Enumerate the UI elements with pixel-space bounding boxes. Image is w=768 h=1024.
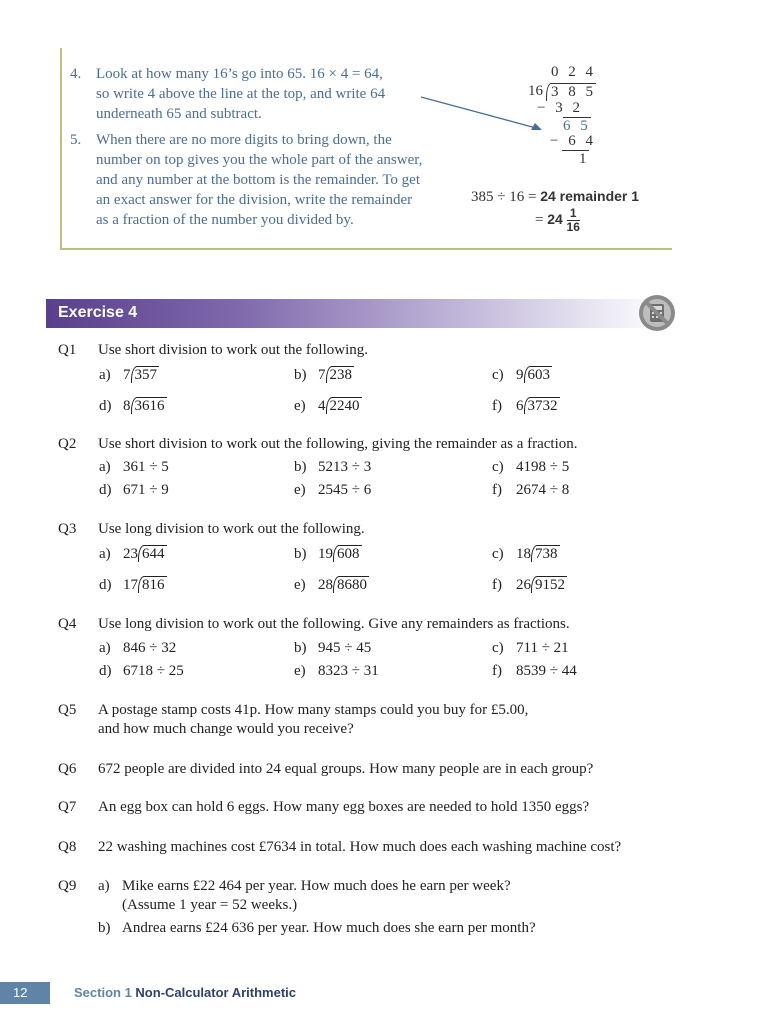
dividend: 738 — [531, 545, 560, 562]
divisor: 19 — [318, 546, 333, 562]
footer-section — [74, 985, 296, 1000]
q1-part-b — [294, 367, 354, 384]
q4-part-b — [294, 640, 371, 657]
page-number: 12 — [13, 985, 28, 1000]
step-5 — [70, 130, 460, 230]
example-divisor: 16 — [528, 83, 543, 99]
dividend: 2240 — [326, 397, 362, 414]
dividend: 603 — [524, 366, 553, 383]
part-label: b) — [294, 546, 307, 562]
part-label: e) — [294, 398, 306, 414]
part-label: b) — [294, 367, 307, 383]
q4-part-f — [492, 663, 577, 680]
expression: 671 ÷ 9 — [123, 482, 169, 498]
q2-part-c — [492, 459, 569, 476]
q2-part-a — [99, 459, 169, 476]
q3-part-b — [294, 546, 362, 563]
expression: 846 ÷ 32 — [123, 640, 177, 656]
q1-part-e — [294, 398, 362, 415]
steps-list — [70, 64, 460, 236]
q2-part-f — [492, 482, 569, 499]
step-line: an exact answer for the division, write the remainder — [96, 192, 413, 208]
question-text: 672 people are divided into 24 equal groups. How many people are in each group? — [98, 761, 594, 777]
q3-part-a — [99, 546, 167, 563]
step-line: When there are no more digits to bring down, the — [96, 132, 392, 148]
q3-part-c — [492, 546, 560, 563]
exercise-header — [46, 299, 666, 328]
part-label: d) — [99, 663, 112, 679]
example-dividend: 3 8 5 — [546, 83, 596, 101]
fraction-denominator: 16 — [566, 220, 580, 234]
part-label: c) — [492, 367, 504, 383]
expression: 8539 ÷ 44 — [516, 663, 577, 679]
step-line: as a fraction of the number you divided by. — [96, 212, 354, 228]
dividend: 357 — [131, 366, 160, 383]
expression: 8323 ÷ 31 — [318, 663, 379, 679]
q4-part-d — [99, 663, 184, 680]
result-fraction — [567, 207, 580, 234]
q1-part-d — [99, 398, 167, 415]
part-label: b) — [294, 459, 307, 475]
question-number: Q8 — [58, 839, 77, 855]
question-number: Q6 — [58, 761, 77, 777]
divisor: 7 — [318, 367, 326, 383]
divisor: 23 — [123, 546, 138, 562]
question-text: 22 washing machines cost £7634 in total. How much does each washing machine cost? — [98, 839, 622, 855]
question-text: Use short division to work out the following, giving the remainder as a fraction. — [98, 436, 578, 452]
example-sub1: − 3 2 — [537, 100, 583, 116]
page-number-box — [0, 982, 50, 1004]
q4-part-e — [294, 663, 379, 680]
part-label: a) — [99, 367, 111, 383]
q4-part-a — [99, 640, 176, 657]
example-sub2: − 6 4 — [550, 133, 596, 149]
divisor: 9 — [516, 367, 524, 383]
part-label: e) — [294, 482, 306, 498]
question-number: Q9 — [58, 878, 77, 894]
part-label: f) — [492, 398, 502, 414]
question-number: Q5 — [58, 702, 77, 718]
part-label: f) — [492, 482, 502, 498]
dividend: 816 — [138, 576, 167, 593]
part-label: f) — [492, 663, 502, 679]
expression: 2545 ÷ 6 — [318, 482, 372, 498]
expression: 361 ÷ 5 — [123, 459, 169, 475]
divisor: 28 — [318, 577, 333, 593]
q3-part-e — [294, 577, 369, 594]
question-text-line2: and how much change would you receive? — [98, 721, 354, 737]
part-label: d) — [99, 577, 112, 593]
divisor: 6 — [516, 398, 524, 414]
footer-section-title: Non-Calculator Arithmetic — [135, 985, 297, 1000]
question-number: Q1 — [58, 342, 77, 358]
result-lhs: 385 ÷ 16 = — [471, 189, 541, 205]
example-bring: 6 5 — [563, 118, 591, 134]
part-label: b) — [294, 640, 307, 656]
example-remainder: 1 — [579, 151, 590, 167]
part-label: d) — [99, 482, 112, 498]
q1-part-c — [492, 367, 552, 384]
no-calculator-icon — [637, 293, 677, 333]
step-line: number on top gives you the whole part of the answer, — [96, 152, 423, 168]
question-number: Q3 — [58, 521, 77, 537]
question-text-line1: A postage stamp costs 41p. How many stamps could you buy for £5.00, — [98, 702, 529, 718]
footer-section-label: Section 1 — [74, 985, 132, 1000]
step-number: 5. — [70, 132, 82, 148]
divisor: 8 — [123, 398, 131, 414]
q1-part-a — [99, 367, 159, 384]
part-label: b) — [98, 920, 111, 936]
part-label: e) — [294, 577, 306, 593]
q9a-line1: Mike earns £22 464 per year. How much does he earn per week? — [122, 878, 511, 894]
part-label: c) — [492, 640, 504, 656]
step-line: and any number at the bottom is the remainder. To get — [96, 172, 421, 188]
q1-part-f — [492, 398, 560, 415]
q2-part-d — [99, 482, 169, 499]
part-label: e) — [294, 663, 306, 679]
part-label: a) — [99, 459, 111, 475]
dividend: 9152 — [531, 576, 567, 593]
step-number: 4. — [70, 66, 82, 82]
q9a-line2: (Assume 1 year = 52 weeks.) — [122, 897, 298, 913]
dividend: 608 — [333, 545, 362, 562]
step-line: Look at how many 16’s go into 65. 16 × 4 = 64, — [96, 66, 383, 82]
divisor: 4 — [318, 398, 326, 414]
arrow-icon — [418, 92, 548, 137]
question-text: Use short division to work out the following. — [98, 342, 368, 358]
example-quotient: 0 2 4 — [551, 64, 596, 80]
exercise-title: Exercise 4 — [58, 304, 138, 321]
dividend: 644 — [138, 545, 167, 562]
q3-part-d — [99, 577, 167, 594]
expression: 945 ÷ 45 — [318, 640, 372, 656]
part-label: c) — [492, 546, 504, 562]
dividend: 238 — [326, 366, 355, 383]
question-number: Q4 — [58, 616, 77, 632]
divisor: 26 — [516, 577, 531, 593]
part-label: f) — [492, 577, 502, 593]
expression: 5213 ÷ 3 — [318, 459, 372, 475]
step-line: so write 4 above the line at the top, and write 64 — [96, 86, 386, 102]
expression: 711 ÷ 21 — [516, 640, 569, 656]
question-text: Use long division to work out the following. Give any remainders as fractions. — [98, 616, 570, 632]
q3-part-f — [492, 577, 567, 594]
question-text: An egg box can hold 6 eggs. How many egg boxes are needed to hold 1350 eggs? — [98, 799, 590, 815]
step-4 — [70, 64, 460, 124]
result-bold: 24 remainder 1 — [540, 188, 640, 204]
q9b-line1: Andrea earns £24 636 per year. How much does she earn per month? — [122, 920, 536, 936]
part-label: d) — [99, 398, 112, 414]
question-number: Q7 — [58, 799, 77, 815]
question-number: Q2 — [58, 436, 77, 452]
example-result-fraction — [535, 207, 580, 234]
q2-part-e — [294, 482, 371, 499]
divisor: 7 — [123, 367, 131, 383]
dividend: 8680 — [333, 576, 369, 593]
divisor: 17 — [123, 577, 138, 593]
question-text: Use long division to work out the following. — [98, 521, 365, 537]
result-eq: = — [535, 211, 548, 228]
part-label: a) — [99, 640, 111, 656]
expression: 6718 ÷ 25 — [123, 663, 184, 679]
result-whole: 24 — [547, 210, 563, 227]
step-line: underneath 65 and subtract. — [96, 106, 262, 122]
part-label: a) — [99, 546, 111, 562]
example-result — [471, 188, 639, 206]
q4-part-c — [492, 640, 569, 657]
expression: 4198 ÷ 5 — [516, 459, 570, 475]
part-label: c) — [492, 459, 504, 475]
expression: 2674 ÷ 8 — [516, 482, 570, 498]
dividend: 3732 — [524, 397, 560, 414]
q2-part-b — [294, 459, 371, 476]
fraction-numerator: 1 — [569, 206, 577, 220]
divisor: 18 — [516, 546, 531, 562]
dividend: 3616 — [131, 397, 167, 414]
part-label: a) — [98, 878, 110, 894]
